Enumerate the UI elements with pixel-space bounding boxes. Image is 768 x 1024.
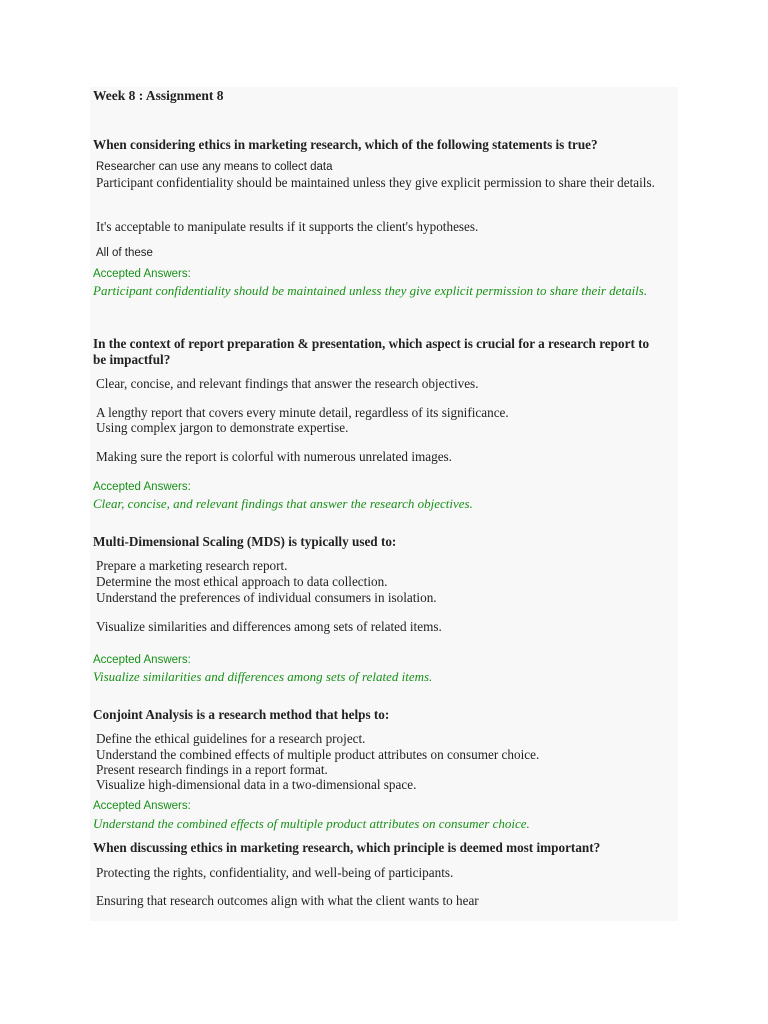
page-title: Week 8 : Assignment 8 xyxy=(93,88,224,103)
q3-option-2[interactable]: Determine the most ethical approach to data collection. xyxy=(96,574,388,589)
q4-option-1[interactable]: Define the ethical guidelines for a research project. xyxy=(96,731,366,746)
q5-option-2[interactable]: Ensuring that research outcomes align with what the client wants to hear xyxy=(96,893,479,908)
q4-option-4[interactable]: Visualize high-dimensional data in a two-dimensional space. xyxy=(96,777,417,792)
q2-accepted-answer: Clear, concise, and relevant findings that answer the research objectives. xyxy=(93,496,473,511)
q3-accepted-label: Accepted Answers: xyxy=(93,654,191,666)
q2-accepted-label: Accepted Answers: xyxy=(93,481,191,493)
q1-accepted-answer: Participant confidentiality should be maintained unless they give explicit permission to share their details. xyxy=(93,283,648,298)
q3-accepted-answer: Visualize similarities and differences among sets of related items. xyxy=(93,669,433,684)
q1-option-2[interactable]: Participant confidentiality should be maintained unless they give explicit permission to share their details. xyxy=(96,175,655,190)
q2-option-2[interactable]: A lengthy report that covers every minute detail, regardless of its significance. xyxy=(96,405,509,420)
question-5: When discussing ethics in marketing research, which principle is deemed most important? xyxy=(93,840,601,855)
q1-option-4[interactable]: All of these xyxy=(96,247,153,259)
q2-option-1[interactable]: Clear, concise, and relevant findings that answer the research objectives. xyxy=(96,376,479,391)
question-2: In the context of report preparation & presentation, which aspect is crucial for a research report to be impactful? xyxy=(93,336,650,367)
q3-option-4[interactable]: Visualize similarities and differences among sets of related items. xyxy=(96,619,442,634)
q1-option-1[interactable]: Researcher can use any means to collect data xyxy=(96,161,333,173)
question-3: Multi-Dimensional Scaling (MDS) is typically used to: xyxy=(93,534,397,549)
q4-option-3[interactable]: Present research findings in a report format. xyxy=(96,762,328,777)
q2-option-4[interactable]: Making sure the report is colorful with numerous unrelated images. xyxy=(96,449,452,464)
question-4: Conjoint Analysis is a research method that helps to: xyxy=(93,707,390,722)
question-1: When considering ethics in marketing research, which of the following statements is true? xyxy=(93,137,598,152)
q3-option-3[interactable]: Understand the preferences of individual consumers in isolation. xyxy=(96,590,437,605)
q4-accepted-answer: Understand the combined effects of multiple product attributes on consumer choice. xyxy=(93,816,530,831)
q4-accepted-label: Accepted Answers: xyxy=(93,800,191,812)
q1-accepted-label: Accepted Answers: xyxy=(93,268,191,280)
q3-option-1[interactable]: Prepare a marketing research report. xyxy=(96,558,288,573)
q5-option-1[interactable]: Protecting the rights, confidentiality, and well-being of participants. xyxy=(96,865,454,880)
q1-option-3[interactable]: It's acceptable to manipulate results if it supports the client's hypotheses. xyxy=(96,219,479,234)
q2-option-3[interactable]: Using complex jargon to demonstrate expertise. xyxy=(96,420,349,435)
q4-option-2[interactable]: Understand the combined effects of multiple product attributes on consumer choice. xyxy=(96,747,540,762)
